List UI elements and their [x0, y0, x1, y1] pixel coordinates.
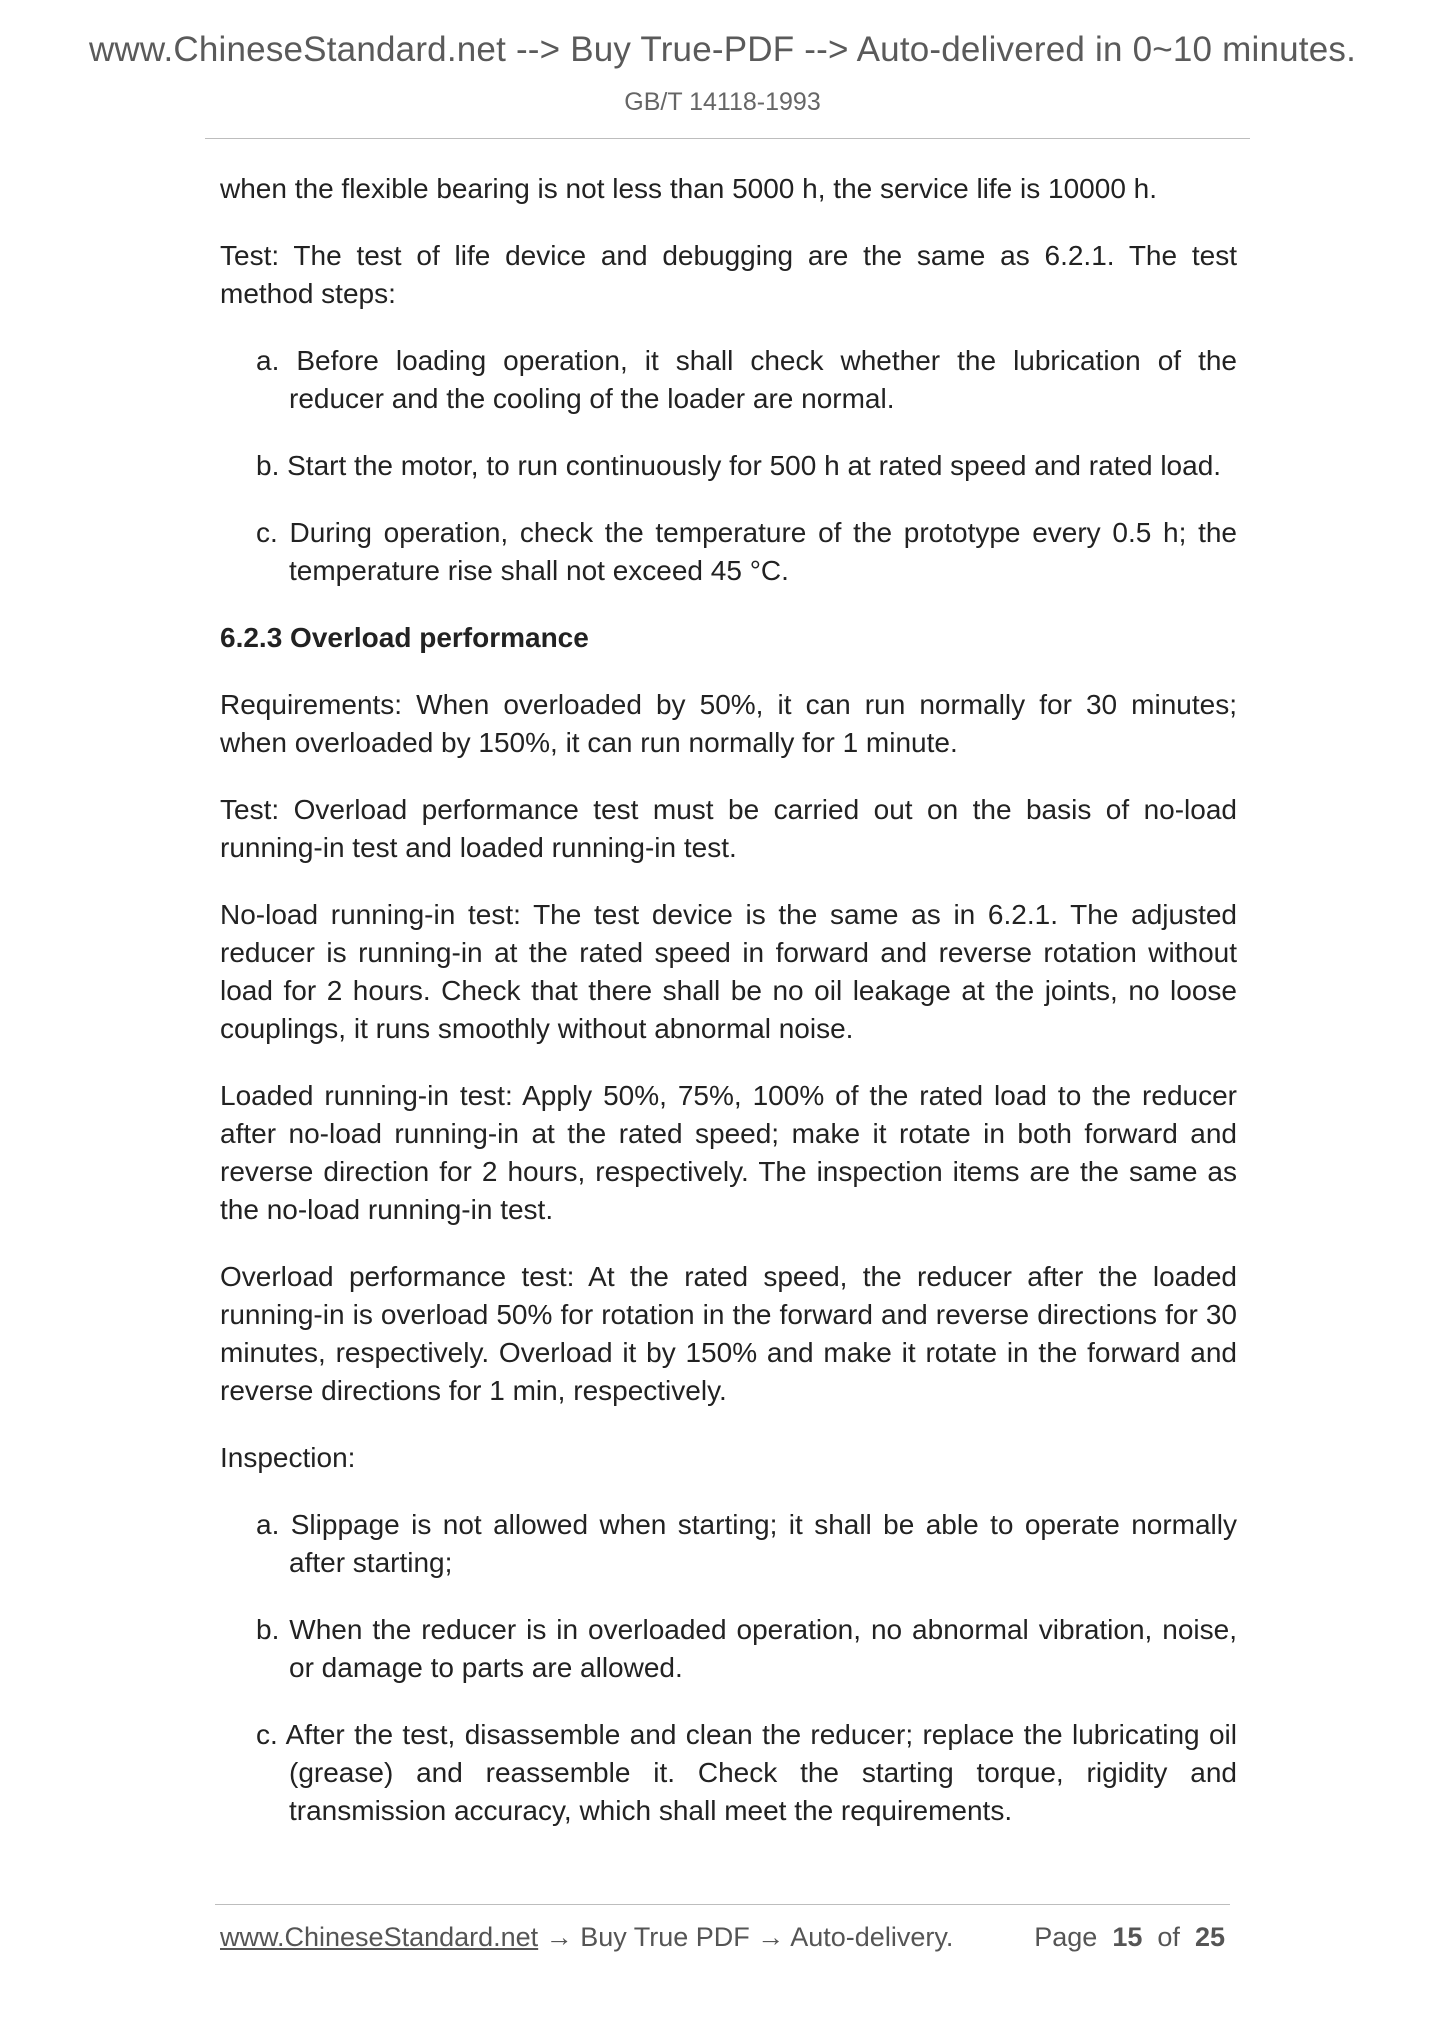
- page-number: [1034, 1922, 1225, 1953]
- page-current: 15: [1112, 1922, 1143, 1952]
- of-label: of: [1157, 1922, 1180, 1952]
- section-heading: 6.2.3 Overload performance: [220, 622, 589, 653]
- list-item: b. When the reducer is in overloaded operation, no abnormal vibration, noise, or damage to parts are allowed.: [256, 1614, 1237, 1683]
- paragraph: Loaded running-in test: Apply 50%, 75%, 100% of the rated load to the reducer after no-load running-in at the rated speed; make it rotate in both forward and reverse direction for 2 hours, respectively. The inspection items are the same as the no-load running-in test.: [220, 1080, 1237, 1225]
- page-footer: [220, 1922, 1230, 1953]
- paragraph: Test: Overload performance test must be carried out on the basis of no-load running-in test and loaded running-in test.: [220, 794, 1237, 863]
- page-total: 25: [1194, 1922, 1225, 1952]
- paragraph: Requirements: When overloaded by 50%, it can run normally for 30 minutes; when overloaded by 150%, it can run normally for 1 minute.: [220, 689, 1237, 758]
- footer-left: [220, 1922, 953, 1952]
- list-item: c. After the test, disassemble and clean the reducer; replace the lubricating oil (grease) and reassemble it. Check the starting torque, rigidity and transmission accuracy, which shall meet the requirements.: [256, 1719, 1237, 1826]
- header-divider: [205, 138, 1250, 139]
- paragraph: Inspection:: [220, 1442, 356, 1473]
- footer-tagline: → Buy True PDF → Auto-delivery.: [538, 1922, 954, 1952]
- list-item: c. During operation, check the temperature of the prototype every 0.5 h; the temperature rise shall not exceed 45 °C.: [256, 517, 1237, 586]
- document-code: GB/T 14118-1993: [624, 88, 821, 116]
- footer-site-link[interactable]: www.ChineseStandard.net: [220, 1922, 539, 1952]
- page-label: Page: [1034, 1922, 1098, 1952]
- page-content: [220, 170, 1237, 1859]
- list-item: a. Slippage is not allowed when starting; it shall be able to operate normally after starting;: [256, 1509, 1237, 1578]
- paragraph: No-load running-in test: The test device is the same as in 6.2.1. The adjusted reducer is running-in at the rated speed in forward and reverse rotation without load for 2 hours. Check that there shall be no oil leakage at the joints, no loose couplings, it runs smoothly without abnormal noise.: [220, 899, 1237, 1044]
- paragraph: Overload performance test: At the rated speed, the reducer after the loaded running-in is overload 50% for rotation in the forward and reverse directions for 30 minutes, respectively. Overload it by 150% and make it rotate in the forward and reverse directions for 1 min, respectively.: [220, 1261, 1237, 1406]
- paragraph: Test: The test of life device and debugging are the same as 6.2.1. The test method steps:: [220, 240, 1237, 309]
- paragraph: when the flexible bearing is not less than 5000 h, the service life is 10000 h.: [220, 173, 1158, 204]
- list-item: b. Start the motor, to run continuously for 500 h at rated speed and rated load.: [256, 450, 1222, 481]
- site-banner[interactable]: www.ChineseStandard.net --> Buy True-PDF --> Auto-delivered in 0~10 minutes.: [88, 30, 1357, 69]
- footer-divider: [215, 1904, 1230, 1905]
- list-item: a. Before loading operation, it shall check whether the lubrication of the reducer and the cooling of the loader are normal.: [256, 345, 1237, 414]
